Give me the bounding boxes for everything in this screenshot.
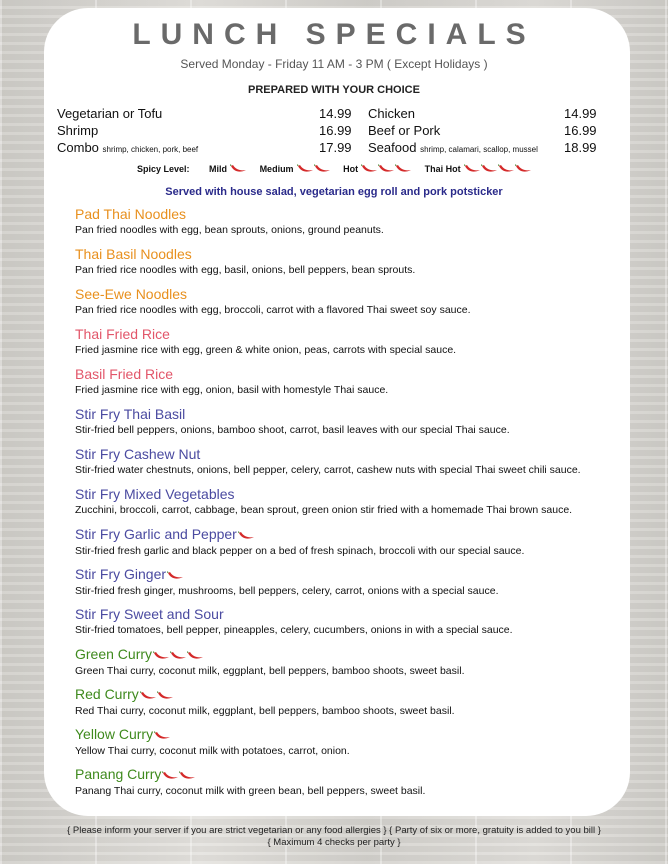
- protein-name: Beef or Pork: [368, 123, 441, 138]
- chili-pepper-icon: [361, 164, 378, 174]
- chili-pepper-icon: [179, 771, 196, 781]
- page-title: LUNCH SPECIALS: [132, 18, 536, 51]
- protein-price: 14.99: [319, 106, 352, 121]
- menu-item-description: Pan fried noodles with egg, bean sprouts, onions, ground peanuts.: [75, 224, 384, 236]
- chili-group: [154, 727, 171, 744]
- menu-item-description: Pan fried rice noodles with egg, basil, onions, bell peppers, bean sprouts.: [75, 264, 416, 276]
- protein-price: 18.99: [564, 140, 597, 155]
- menu-item-name-text: Stir Fry Thai Basil: [75, 406, 186, 422]
- chili-pepper-icon: [238, 531, 255, 541]
- menu-item-name-text: Stir Fry Cashew Nut: [75, 446, 201, 462]
- menu-item-description: Stir-fried water chestnuts, onions, bell pepper, celery, carrot, cashew nuts with special Thai sweet chili sauce.: [75, 464, 581, 476]
- protein-note: shrimp, calamari, scallop, mussel: [420, 145, 538, 154]
- menu-item-description: Pan fried rice noodles with egg, broccoli, carrot with a flavored Thai sweet soy sauce.: [75, 304, 471, 316]
- menu-item-name: [75, 366, 615, 383]
- menu-item-name: [75, 766, 615, 784]
- menu-item-name-text: Stir Fry Mixed Vegetables: [75, 486, 235, 502]
- chili-pepper-icon: [481, 164, 498, 174]
- price-row: [57, 106, 597, 123]
- menu-item-name-text: See-Ewe Noodles: [75, 286, 188, 302]
- menu-item-description: Fried jasmine rice with egg, green & white onion, peas, carrots with special sauce.: [75, 344, 457, 356]
- menu-item-description: Yellow Thai curry, coconut milk with potatoes, carrot, onion.: [75, 744, 350, 757]
- menu-item-name-text: Thai Fried Rice: [75, 326, 170, 342]
- chili-pepper-icon: [187, 651, 204, 661]
- protein-name: Chicken: [368, 106, 415, 121]
- menu-item-name: [75, 286, 615, 303]
- protein-price: 17.99: [319, 140, 352, 155]
- menu-item-description: Red Thai curry, coconut milk, eggplant, bell peppers, bamboo shoots, sweet basil.: [75, 704, 455, 717]
- serving-hours: Served Monday - Friday 11 AM - 3 PM ( Except Holidays ): [180, 57, 488, 71]
- menu-item-description: Zucchini, broccoli, carrot, cabbage, bean sprout, green onion stir fried with a homemade Thai brown sauce.: [75, 504, 573, 516]
- price-row: [57, 123, 597, 140]
- menu-items-list: [75, 206, 615, 806]
- chili-pepper-icon: [157, 691, 174, 701]
- spicy-level-name: Mild: [209, 163, 228, 174]
- menu-item-description: Stir-fried fresh garlic and black pepper on a bed of fresh spinach, broccoli with our special sauce.: [75, 544, 525, 557]
- choice-heading: PREPARED WITH YOUR CHOICE: [248, 84, 420, 96]
- menu-item: [75, 206, 615, 246]
- chili-group: [297, 163, 331, 174]
- menu-item-name: [75, 406, 615, 423]
- footer-notes: [0, 825, 668, 849]
- menu-item-name: [75, 566, 615, 584]
- menu-item-name: [75, 446, 615, 463]
- chili-group: [140, 687, 174, 704]
- menu-item: [75, 246, 615, 286]
- chili-group: [361, 163, 412, 174]
- protein-price: 14.99: [564, 106, 597, 121]
- chili-pepper-icon: [297, 164, 314, 174]
- menu-item-description: Stir-fried bell peppers, onions, bamboo shoot, carrot, basil leaves with our special Thai sauce.: [75, 424, 510, 436]
- menu-item: [75, 286, 615, 326]
- menu-item-name-text: Pad Thai Noodles: [75, 206, 187, 222]
- protein-note: shrimp, chicken, pork, beef: [102, 145, 199, 154]
- menu-item-description: Stir-fried tomatoes, bell pepper, pineapples, celery, cucumbers, onions in with a special sauce.: [75, 624, 513, 636]
- menu-item: [75, 686, 615, 726]
- spicy-level-name: Hot: [343, 163, 359, 174]
- menu-item: [75, 606, 615, 646]
- chili-pepper-icon: [167, 571, 184, 581]
- menu-item-name: [75, 526, 615, 544]
- footer-line: { Please inform your server if you are strict vegetarian or any food allergies } { Party of six or more, gratuity is added to you bill }: [67, 825, 601, 836]
- menu-item: [75, 406, 615, 446]
- menu-item: [75, 326, 615, 366]
- menu-item: [75, 446, 615, 486]
- chili-group: [167, 567, 184, 584]
- menu-item-name: [75, 326, 615, 343]
- protein-price-table: [57, 106, 597, 157]
- chili-group: [464, 163, 532, 174]
- menu-item-name-text: Thai Basil Noodles: [75, 246, 192, 262]
- menu-item-description: Panang Thai curry, coconut milk with green bean, bell peppers, sweet basil.: [75, 784, 426, 797]
- menu-item: [75, 726, 615, 766]
- menu-item-name: [75, 726, 615, 744]
- protein-name: Vegetarian or Tofu: [57, 106, 163, 121]
- chili-pepper-icon: [515, 164, 532, 174]
- menu-item-name-text: Green Curry: [75, 646, 153, 662]
- price-row: [57, 140, 597, 157]
- chili-pepper-icon: [153, 651, 170, 661]
- menu-item-name-text: Stir Fry Sweet and Sour: [75, 606, 224, 622]
- menu-item-name-text: Stir Fry Garlic and Pepper: [75, 526, 237, 542]
- menu-item-name: [75, 246, 615, 263]
- served-with-note: Served with house salad, vegetarian egg roll and pork potsticker: [165, 186, 503, 198]
- menu-item-name-text: Basil Fried Rice: [75, 366, 174, 382]
- menu-item-name-text: Yellow Curry: [75, 726, 154, 742]
- menu-item-name-text: Red Curry: [75, 686, 139, 702]
- spicy-level-name: Thai Hot: [424, 163, 461, 174]
- menu-item-description: Stir-fried fresh ginger, mushrooms, bell peppers, celery, carrot, onions with a special sauce.: [75, 584, 499, 597]
- menu-item-name: [75, 646, 615, 664]
- chili-pepper-icon: [464, 164, 481, 174]
- menu-item-description: Fried jasmine rice with egg, onion, basil with homestyle Thai sauce.: [75, 384, 389, 396]
- menu-item: [75, 646, 615, 686]
- menu-item: [75, 526, 615, 566]
- chili-pepper-icon: [314, 164, 331, 174]
- menu-item: [75, 766, 615, 806]
- protein-price: 16.99: [564, 123, 597, 138]
- chili-pepper-icon: [378, 164, 395, 174]
- menu-item-name: [75, 606, 615, 623]
- chili-group: [230, 163, 247, 174]
- spicy-level-label: Spicy Level:: [137, 163, 190, 174]
- menu-item: [75, 366, 615, 406]
- menu-item-name: [75, 686, 615, 704]
- chili-pepper-icon: [498, 164, 515, 174]
- footer-line: { Maximum 4 checks per party }: [267, 837, 401, 848]
- protein-name: Shrimp: [57, 123, 99, 138]
- spicy-level-legend: [137, 163, 542, 174]
- protein-name: Seafood shrimp, calamari, scallop, mussel: [368, 140, 538, 155]
- chili-group: [238, 527, 255, 544]
- protein-name: Combo shrimp, chicken, pork, beef: [57, 140, 199, 155]
- chili-pepper-icon: [170, 651, 187, 661]
- menu-item: [75, 486, 615, 526]
- chili-group: [153, 647, 204, 664]
- chili-pepper-icon: [154, 731, 171, 741]
- menu-item-name-text: Panang Curry: [75, 766, 162, 782]
- chili-group: [162, 767, 196, 784]
- chili-pepper-icon: [230, 164, 247, 174]
- menu-item: [75, 566, 615, 606]
- protein-price: 16.99: [319, 123, 352, 138]
- chili-pepper-icon: [162, 771, 179, 781]
- menu-item-name: [75, 486, 615, 503]
- spicy-level-name: Medium: [259, 163, 294, 174]
- chili-pepper-icon: [140, 691, 157, 701]
- menu-item-description: Green Thai curry, coconut milk, eggplant, bell peppers, bamboo shoots, sweet basil.: [75, 664, 465, 677]
- menu-item-name: [75, 206, 615, 223]
- chili-pepper-icon: [395, 164, 412, 174]
- menu-item-name-text: Stir Fry Ginger: [75, 566, 167, 582]
